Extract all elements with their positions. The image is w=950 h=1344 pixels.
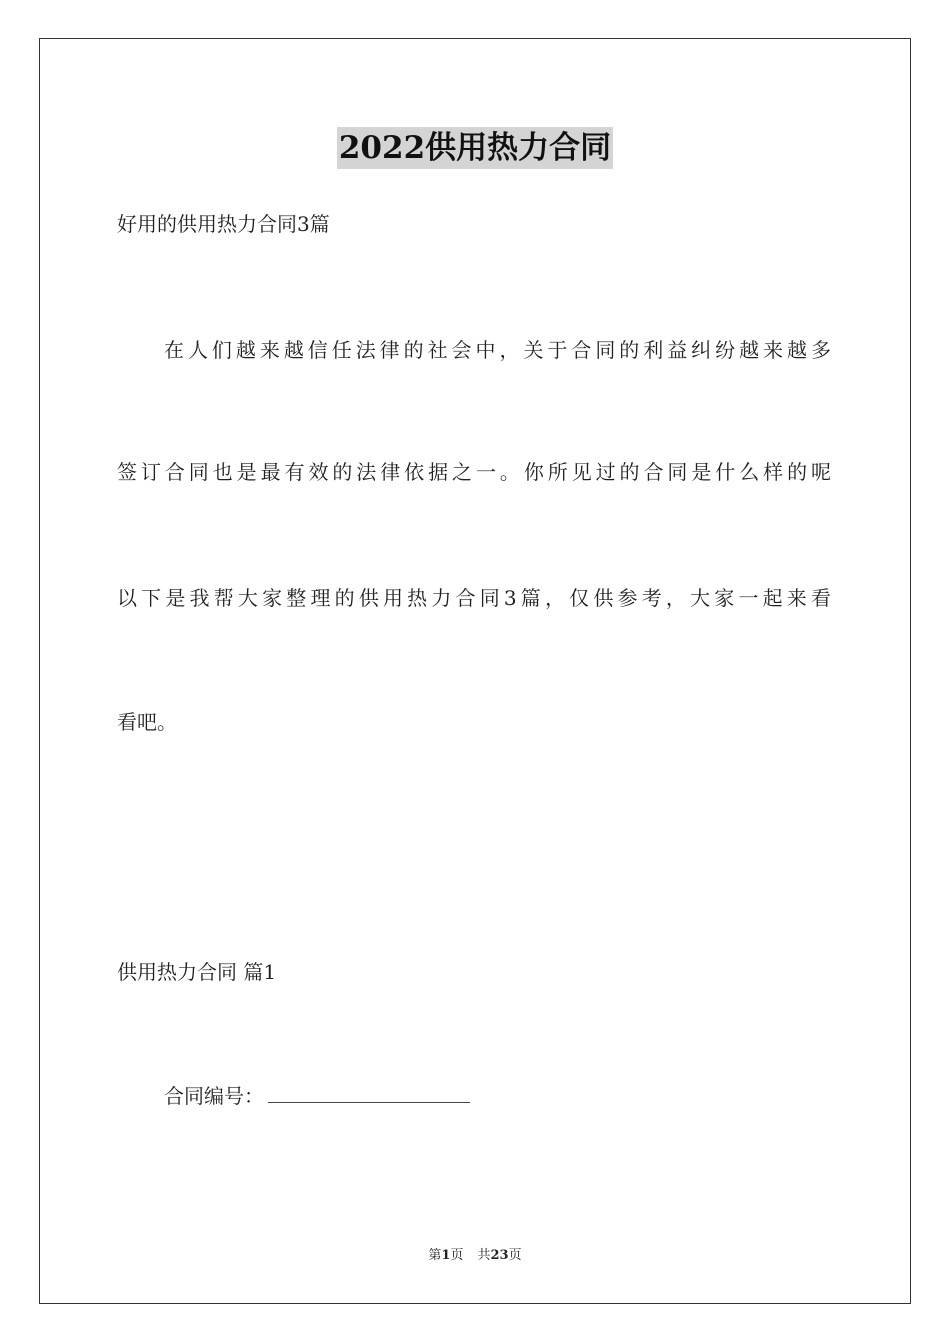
footer-page-number: 1 bbox=[441, 1248, 451, 1263]
contract-number-row bbox=[164, 1082, 470, 1110]
contract-number-blank[interactable] bbox=[268, 1084, 470, 1103]
intro-line-3: 以下是我帮大家整理的供用热力合同3篇，仅供参考，大家一起来看 bbox=[117, 586, 831, 610]
footer-total-prefix: 共 bbox=[477, 1248, 491, 1263]
intro-line-1: 在人们越来越信任法律的社会中，关于合同的利益纠纷越来越多 bbox=[164, 338, 831, 362]
footer-page-prefix: 第 bbox=[428, 1248, 442, 1263]
section-heading: 供用热力合同 篇1 bbox=[117, 960, 277, 984]
intro-line-4: 看吧。 bbox=[117, 710, 177, 734]
intro-line-2: 签订合同也是最有效的法律依据之一。你所见过的合同是什么样的呢 bbox=[117, 460, 831, 484]
contract-number-label: 合同编号： bbox=[164, 1084, 264, 1108]
page-footer bbox=[0, 1247, 950, 1265]
footer-total-pages: 23 bbox=[490, 1248, 509, 1263]
document-title bbox=[0, 127, 950, 169]
footer-page-suffix: 页 bbox=[450, 1248, 464, 1263]
footer-total-suffix: 页 bbox=[508, 1248, 522, 1263]
document-title-text: 2022供用热力合同 bbox=[337, 127, 613, 169]
document-subtitle: 好用的供用热力合同3篇 bbox=[117, 212, 330, 236]
